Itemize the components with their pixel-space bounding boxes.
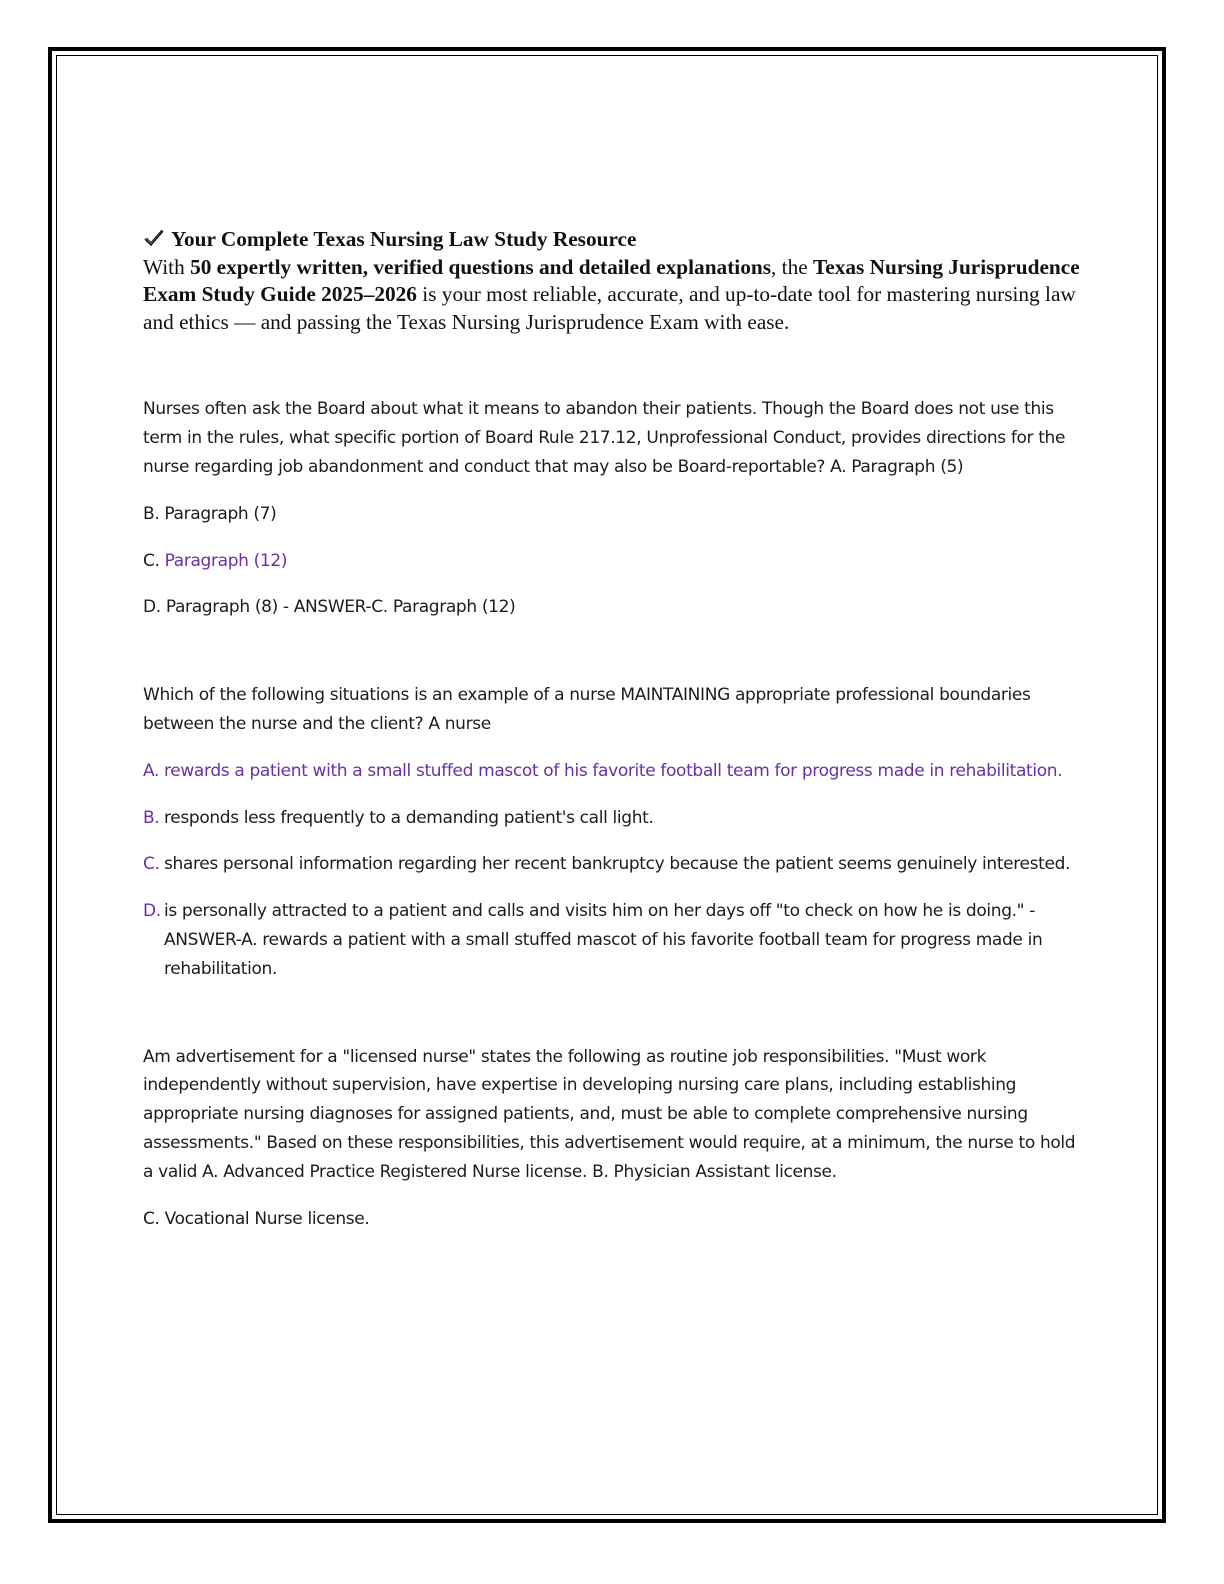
intro-text: , the	[771, 254, 813, 279]
option-text: rewards a patient with a small stuffed mascot of his favorite football team for progress made in rehabilitation.	[164, 760, 1063, 781]
intro-bold-title: Texas Nursing Jurisprudence Exam Study Guide 2025–2026	[143, 254, 1080, 307]
option-letter: C.	[143, 854, 160, 875]
option-text: is personally attracted to a patient and calls and visits him on her days off "to check on how he is doing." - ANSWER-A. rewards a patient with a small stuffed mascot of his favorite football team for progress made in rehabilitation.	[164, 901, 1043, 979]
intro-text: is your most reliable, accurate, and up-to-date tool for mastering nursing law and ethics — and passing the Texas Nursing Jurisprudence Exam with ease.	[143, 282, 1076, 334]
option-a	[143, 757, 1083, 786]
intro-text: With	[143, 254, 191, 279]
option-b: B. Paragraph (7)	[143, 503, 277, 524]
question-stem: Am advertisement for a "licensed nurse" states the following as routine job responsibilities. "Must work independently without supervision, have expertise in developing nursing care plans, including establishing appropriate nursing diagnoses for assigned patients, and, must be able to complete comprehensive nursing assessments." Based on these responsibilities, this advertisement would require, at a minimum, the nurse to hold a valid A. Advanced Practice Registered Nurse license. B. Physician Assistant license.	[143, 1046, 1076, 1182]
option-letter: B.	[143, 807, 160, 828]
intro-heading	[143, 226, 1083, 254]
question-stem: Nurses often ask the Board about what it means to abandon their patients. Though the Board does not use this term in the rules, what specific portion of Board Rule 217.12, Unprofessional Conduct, provides directions for the nurse regarding job abandonment and conduct that may also be Board-reportable? A. Paragraph (5)	[143, 399, 1066, 477]
option-letter: D.	[143, 901, 161, 922]
intro-section	[143, 226, 1083, 336]
question-1	[143, 395, 1083, 622]
option-c: C. Vocational Nurse license.	[143, 1208, 370, 1229]
option-text: shares personal information regarding her recent bankruptcy because the patient seems genuinely interested.	[164, 854, 1071, 875]
option-letter: A.	[143, 760, 160, 781]
option-list	[143, 757, 1083, 984]
option-b	[143, 804, 1083, 833]
option-c-text: Paragraph (12)	[164, 550, 288, 571]
option-d-answer: D. Paragraph (8) - ANSWER-C. Paragraph (12)	[143, 597, 516, 618]
document-body	[143, 226, 1083, 1233]
option-c	[143, 547, 1083, 576]
option-text: responds less frequently to a demanding patient's call light.	[164, 807, 654, 828]
question-2	[143, 681, 1083, 983]
option-c	[143, 850, 1083, 879]
question-3	[143, 1043, 1083, 1234]
check-mark-icon	[143, 229, 165, 247]
option-c-letter: C.	[143, 550, 165, 571]
option-d-answer	[143, 897, 1083, 983]
question-stem: Which of the following situations is an example of a nurse MAINTAINING appropriate professional boundaries between the nurse and the client? A nurse	[143, 685, 1031, 734]
intro-bold-questions: 50 expertly written, verified questions and detailed explanations	[190, 254, 771, 279]
intro-heading-text: Your Complete Texas Nursing Law Study Resource	[171, 227, 637, 251]
